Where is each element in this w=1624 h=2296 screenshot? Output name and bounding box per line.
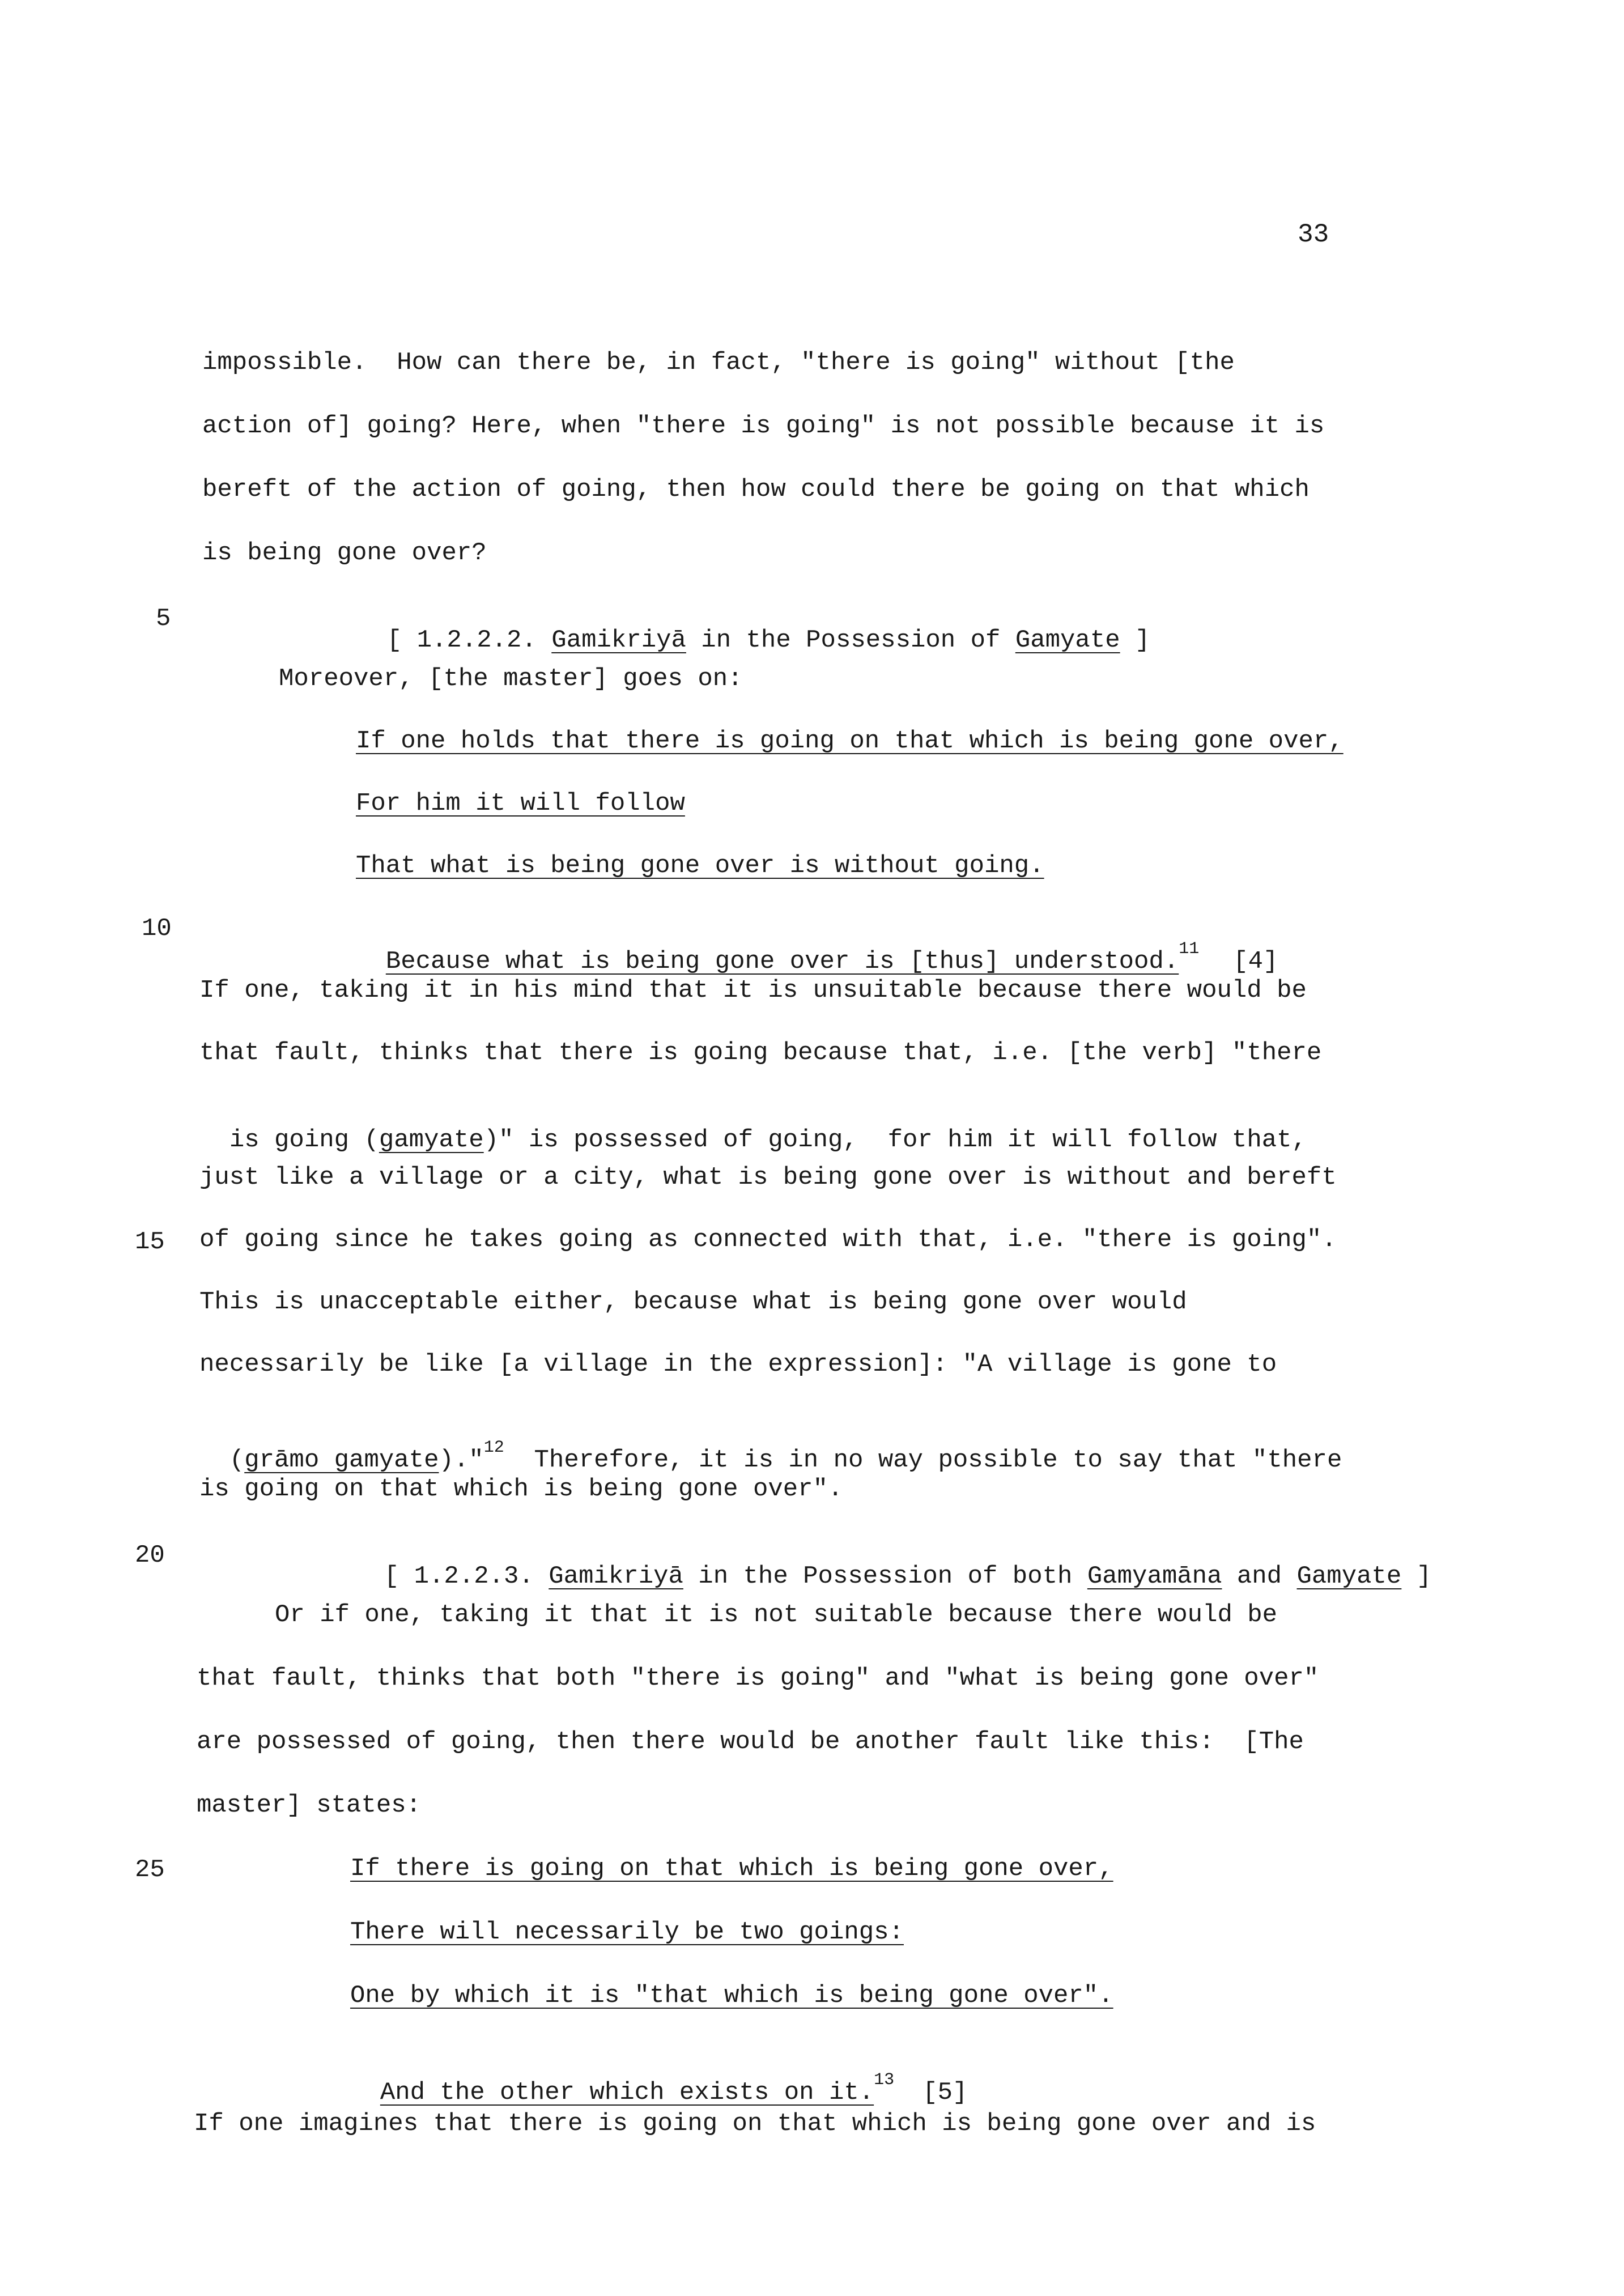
heading-prefix: [ 1.2.2.3. <box>384 1562 549 1591</box>
term-gamyamana: Gamyamāna <box>1087 1562 1222 1591</box>
text-line: of going since he takes going as connected with that, i.e. "there is going". <box>199 1226 1337 1254</box>
text-line: If one, taking it in his mind that it is unsuitable because there would be <box>199 976 1307 1005</box>
footnote-ref: 13 <box>874 2070 895 2090</box>
line-number-5: 5 <box>156 605 171 633</box>
term-gamyate: Gamyate <box>1296 1562 1402 1591</box>
term-gamikriya: Gamikriyā <box>551 626 686 654</box>
text-fragment: Therefore, it is in no way possible to say that "there <box>504 1446 1342 1474</box>
verse-line: There will necessarily be two goings: <box>350 1918 904 1946</box>
heading-prefix: [ 1.2.2.2. <box>386 626 552 654</box>
text-line: master] states: <box>197 1791 422 1819</box>
verse-line <box>350 2047 967 2105</box>
line-number-10: 10 <box>142 915 172 943</box>
text-fragment: ( <box>229 1446 245 1474</box>
line-number-25: 25 <box>135 1856 165 1884</box>
text-line: just like a village or a city, what is being gone over is without and bereft <box>199 1163 1337 1192</box>
section-heading <box>357 603 1150 653</box>
term-gramo-gamyate: grāmo gamyate <box>244 1446 439 1474</box>
verse-line: One by which it is "that which is being gone over". <box>350 1982 1113 2010</box>
text-line: This is unacceptable either, because what is being gone over would <box>199 1288 1187 1316</box>
text-line: Moreover, [the master] goes on: <box>279 665 743 693</box>
text-fragment: )." <box>439 1446 484 1474</box>
heading-text: in the Possession of <box>686 626 1015 654</box>
verse-line <box>356 916 1278 974</box>
section-heading <box>354 1539 1431 1589</box>
text-fragment: )" is possessed of going, for him it will follow that, <box>483 1126 1307 1154</box>
verse-text: Because what is being gone over is [thus] understood. <box>385 947 1179 976</box>
heading-text: in the Possession of both <box>683 1562 1087 1591</box>
footnote-ref: 11 <box>1179 939 1200 959</box>
text-line: that fault, thinks that both "there is going" and "what is being gone over" <box>197 1664 1319 1693</box>
verse-line: For him it will follow <box>356 789 685 818</box>
line-number-15: 15 <box>135 1228 165 1256</box>
heading-text: and <box>1222 1562 1297 1591</box>
verse-line: If one holds that there is going on that which is being gone over, <box>356 727 1344 755</box>
verse-text: And the other which exists on it. <box>380 2078 874 2107</box>
text-line: necessarily be like [a village in the expression]: "A village is gone to <box>199 1350 1277 1379</box>
text-line: impossible. How can there be, in fact, "there is going" without [the <box>202 348 1235 377</box>
text-line <box>199 1414 1342 1473</box>
text-fragment: is going ( <box>229 1126 379 1154</box>
text-line <box>199 1103 1307 1153</box>
line-number-20: 20 <box>135 1541 165 1570</box>
text-line: bereft of the action of going, then how could there be going on that which <box>202 475 1310 504</box>
text-line: If one imagines that there is going on that which is being gone over and is <box>194 2110 1316 2138</box>
text-line: is going on that which is being gone over". <box>199 1475 843 1503</box>
verse-line: If there is going on that which is being gone over, <box>350 1855 1113 1883</box>
text-line: that fault, thinks that there is going because that, i.e. [the verb] "there <box>199 1039 1322 1067</box>
text-line: action of] going? Here, when "there is going" is not possible because it is <box>202 412 1325 440</box>
verse-number: [4] <box>1233 947 1278 976</box>
heading-suffix: ] <box>1401 1562 1432 1591</box>
text-line: are possessed of going, then there would be another fault like this: [The <box>197 1728 1304 1756</box>
term-gamyate: Gamyate <box>1015 626 1120 654</box>
term-gamyate: gamyate <box>379 1126 484 1154</box>
page-number: 33 <box>1298 220 1329 249</box>
verse-number: [5] <box>922 2078 968 2107</box>
heading-suffix: ] <box>1120 626 1150 654</box>
term-gamikriya: Gamikriyā <box>549 1562 683 1591</box>
footnote-ref: 12 <box>483 1438 504 1457</box>
text-line: Or if one, taking it that it is not suitable because there would be <box>275 1601 1278 1629</box>
verse-line: That what is being gone over is without going. <box>356 852 1044 880</box>
text-line: is being gone over? <box>202 539 487 567</box>
